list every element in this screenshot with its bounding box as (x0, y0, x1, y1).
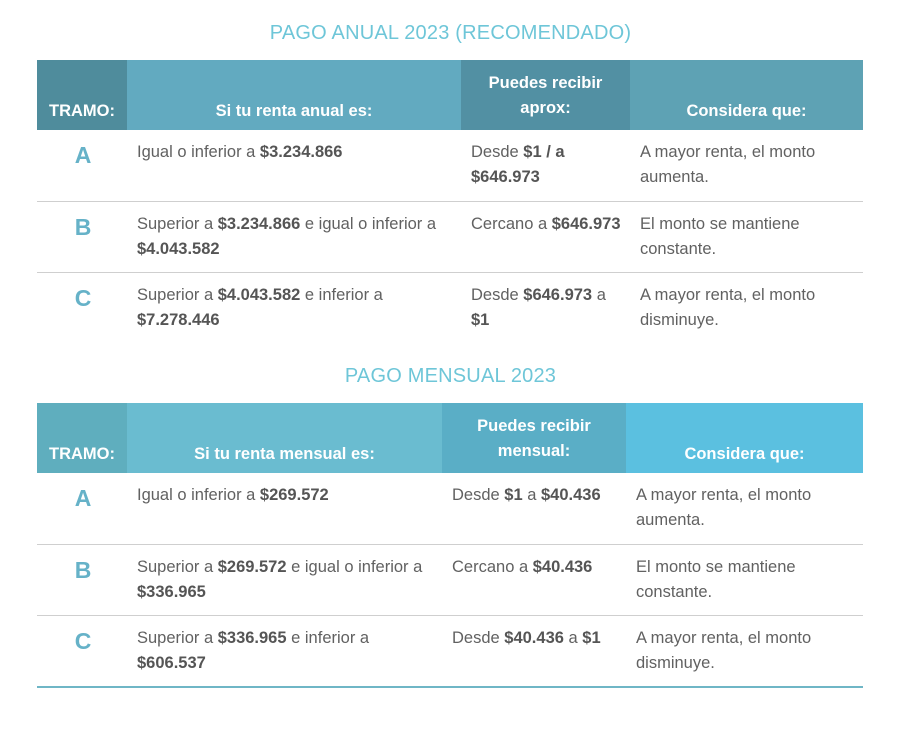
table-row (37, 473, 863, 544)
tramo-letter: C (74, 284, 92, 311)
renta-cell: Superior a $3.234.866 e igual o inferior a $4.043.582 (127, 201, 461, 272)
annual-payment-table (37, 60, 863, 343)
considera-cell: A mayor renta, el monto disminuye. (640, 285, 816, 329)
considera-cell: El monto se mantiene constante. (630, 201, 863, 272)
header-considera: Considera que: (630, 60, 863, 130)
header-renta: Si tu renta anual es: (127, 60, 461, 130)
header-tramo: TRAMO: (37, 403, 127, 473)
recibir-cell: Cercano a $646.973 (461, 201, 630, 272)
annual-section-title: PAGO ANUAL 2023 (RECOMENDADO) (269, 22, 632, 44)
considera-cell: A mayor renta, el monto aumenta. (626, 473, 863, 544)
table-row (37, 544, 863, 615)
header-tramo: TRAMO: (37, 60, 127, 130)
considera-cell: A mayor renta, el monto disminuye. (636, 628, 812, 672)
renta-cell: Igual o inferior a $3.234.866 (127, 130, 461, 201)
tramo-letter: A (37, 130, 127, 201)
tramo-letter: A (37, 473, 127, 544)
header-recibir: Puedes recibir mensual: (442, 403, 626, 473)
recibir-cell: Desde $646.973 a $1 (471, 285, 606, 329)
tramo-letter: B (37, 201, 127, 272)
monthly-payment-table (37, 403, 863, 688)
table-row (37, 130, 863, 201)
recibir-cell: Desde $40.436 a $1 (452, 628, 601, 647)
table-row (37, 272, 863, 343)
recibir-cell: Cercano a $40.436 (442, 544, 626, 615)
monthly-section-title: PAGO MENSUAL 2023 (344, 365, 557, 387)
considera-cell: El monto se mantiene constante. (626, 544, 863, 615)
recibir-cell: Desde $1 / a $646.973 (461, 130, 630, 201)
header-recibir: Puedes recibir aprox: (461, 60, 630, 130)
considera-cell: A mayor renta, el monto aumenta. (630, 130, 863, 201)
header-renta: Si tu renta mensual es: (127, 403, 442, 473)
renta-cell: Igual o inferior a $269.572 (127, 473, 442, 544)
tramo-letter: B (37, 544, 127, 615)
renta-cell: Superior a $336.965 e inferior a $606.537 (137, 628, 370, 672)
tramo-letter: C (74, 627, 92, 654)
recibir-cell: Desde $1 a $40.436 (442, 473, 626, 544)
renta-cell: Superior a $4.043.582 e inferior a $7.278.446 (137, 285, 383, 329)
header-considera: Considera que: (626, 403, 863, 473)
table-row (37, 615, 863, 687)
renta-cell: Superior a $269.572 e igual o inferior a $336.965 (127, 544, 442, 615)
table-row (37, 201, 863, 272)
